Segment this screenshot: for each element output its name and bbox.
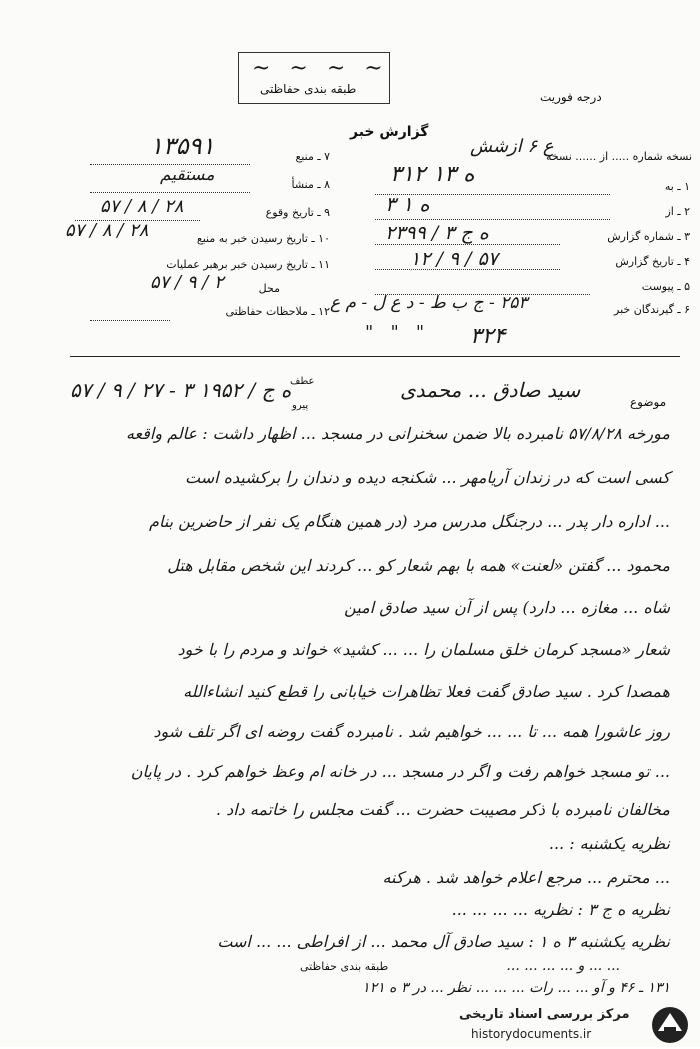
source-label: ۷ ـ منبع [295, 150, 330, 163]
body-line: همصدا کرد . سید صادق گفت فعلا تظاهرات خیابانی را قطع کنید انشاءالله [183, 682, 670, 701]
report-number-dotted [375, 244, 560, 245]
report-date-hw: ۱۲ / ۹ / ۵۷ [410, 248, 498, 270]
reach-source-date-hw: ۵۷ / ۸ / ۲۸ [65, 220, 149, 241]
logo-url: historydocuments.ir [471, 1027, 592, 1041]
body-line: ... ... و ... ... ... ... [506, 958, 620, 974]
reference-hw: ۵۷ / ۹ / ۲۷ - ۳ ه ج / ۱۹۵۲ [70, 378, 292, 402]
attachment-label: ۵ ـ پیوست [641, 280, 690, 293]
reference-label: عطف [290, 376, 315, 387]
reach-operation-date-label: ۱۱ ـ تاریخ رسیدن خبر برهبر عملیات [166, 258, 330, 271]
body-line: مخالفان نامبرده با ذکر مصیبت حضرت ... گفت مجلس را خاتمه داد . [215, 800, 670, 819]
security-notes-label: ۱۲ ـ ملاحظات حفاظتی [225, 305, 330, 318]
place-label: محل [258, 282, 280, 295]
to-value-hw: ۳۱۲ ه ۱۳ [390, 162, 475, 187]
subject-hw: سید صادق ... محمدی [400, 378, 581, 402]
from-dotted-line [375, 219, 610, 220]
to-label: ۱ ـ به [664, 180, 690, 193]
body-line: روز عاشورا همه ... تا ... ... خواهیم شد . نامبرده گفت روضه ای اگر تلف شود [153, 722, 670, 741]
history-documents-logo [455, 1005, 700, 1047]
body-line: شاه ... مغازه ... دارد) پس از آن سید صادق امین [344, 598, 670, 617]
copy-number-hw: ع ۶ ازشش [470, 136, 554, 157]
body-line: نظریه یکشنبه : ... [548, 834, 670, 853]
classification-stamp-scribble: ~ ~ ~ ~ [252, 56, 389, 81]
source-number-hw: ۱۳۵۹۱ [150, 132, 215, 160]
security-notes-dotted [90, 320, 170, 321]
origin-dotted [90, 192, 250, 193]
body-line: نظریه یکشنبه ۳ ه ۱ : سید صادق آل محمد ... از افراطی ... ... است [217, 932, 670, 951]
body-line: ... تو مسجد خواهم رفت و اگر در مسجد ... در خانه ام وعظ خواهم کرد . در پایان [130, 762, 670, 781]
occurrence-date-label: ۹ ـ تاریخ وقوع [265, 206, 330, 219]
form-title: گزارش خبر [350, 124, 429, 140]
reach-source-date-label: ۱۰ ـ تاریخ رسیدن خبر به منبع [196, 232, 330, 245]
report-number-label: ۳ ـ شماره گزارش [607, 230, 690, 243]
body-line: شعار «مسجد کرمان خلق مسلمان را ... ... کشید» خواند و مردم را با خود [177, 640, 670, 659]
body-line: کسی است که در زندان آریامهر ... شکنجه دیده و دندان را برکشیده است [184, 468, 670, 487]
logo-emblem-icon [648, 1005, 692, 1045]
origin-hw: مستقیم [160, 165, 215, 185]
recipients-hw: ۲۵۳ - ج ب ط - د ع ل - م ع [330, 293, 528, 313]
body-line: مورخه ۵۷/۸/۲۸ نامبرده بالا ضمن سخنرانی در مسجد ... اظهار داشت : عالم واقعه [125, 424, 670, 443]
priority-label: درجه فوریت [540, 90, 602, 104]
body-line: محمود ... گفتن «لعنت» همه با بهم شعار کو ... کردند این شخص مقابل هتل [167, 556, 670, 575]
from-value-hw: ۳ ه ۱ [385, 192, 430, 216]
copy-number-label: نسخه شماره ..... از ...... نسخه [545, 150, 692, 163]
body-line: ... اداره دار پدر ... درجنگل مدرس مرد (در همین هنگام یک نفر از حاضرین بنام [149, 512, 670, 531]
classification-label-bottom: طبقه بندی حفاظتی [300, 960, 389, 973]
from-label: ۲ ـ از [665, 205, 690, 218]
subject-label: موضوع [630, 395, 667, 409]
reference-label-2: پیرو [292, 400, 309, 411]
classification-label-top: طبقه بندی حفاظتی [260, 82, 357, 96]
report-date-label: ۴ ـ تاریخ گزارش [615, 255, 690, 268]
logo-title: مرکز بررسی اسناد تاریخی [459, 1007, 630, 1022]
header-separator [70, 356, 680, 357]
place-hw: ۵۷ / ۹ / ۲ [150, 272, 224, 293]
origin-label: ۸ ـ منشأ [291, 178, 330, 191]
occurrence-date-hw: ۵۷ / ۸ / ۲۸ [100, 196, 184, 217]
recipients-label: ۶ ـ گیرندگان خبر [614, 303, 690, 316]
report-date-dotted [375, 269, 560, 270]
body-line: ۱۳۱ ـ ۴۶ و آو ... ... رات ... ... ... نظر ... در ۳ ه ۱۲۱ [362, 980, 670, 996]
body-line: ... محترم ... مرجع اعلام خواهد شد . هرکنه [382, 868, 670, 887]
recipients-second-line-hw: ۳۲۴ [470, 324, 506, 349]
recipients-ditto-marks: " " " [365, 322, 425, 343]
report-number-hw: ۲۳۹۹ / ۳ ه ج [385, 222, 489, 244]
body-line: نظریه ه ج ۳ : نظریه ... ... ... ... [451, 900, 670, 919]
